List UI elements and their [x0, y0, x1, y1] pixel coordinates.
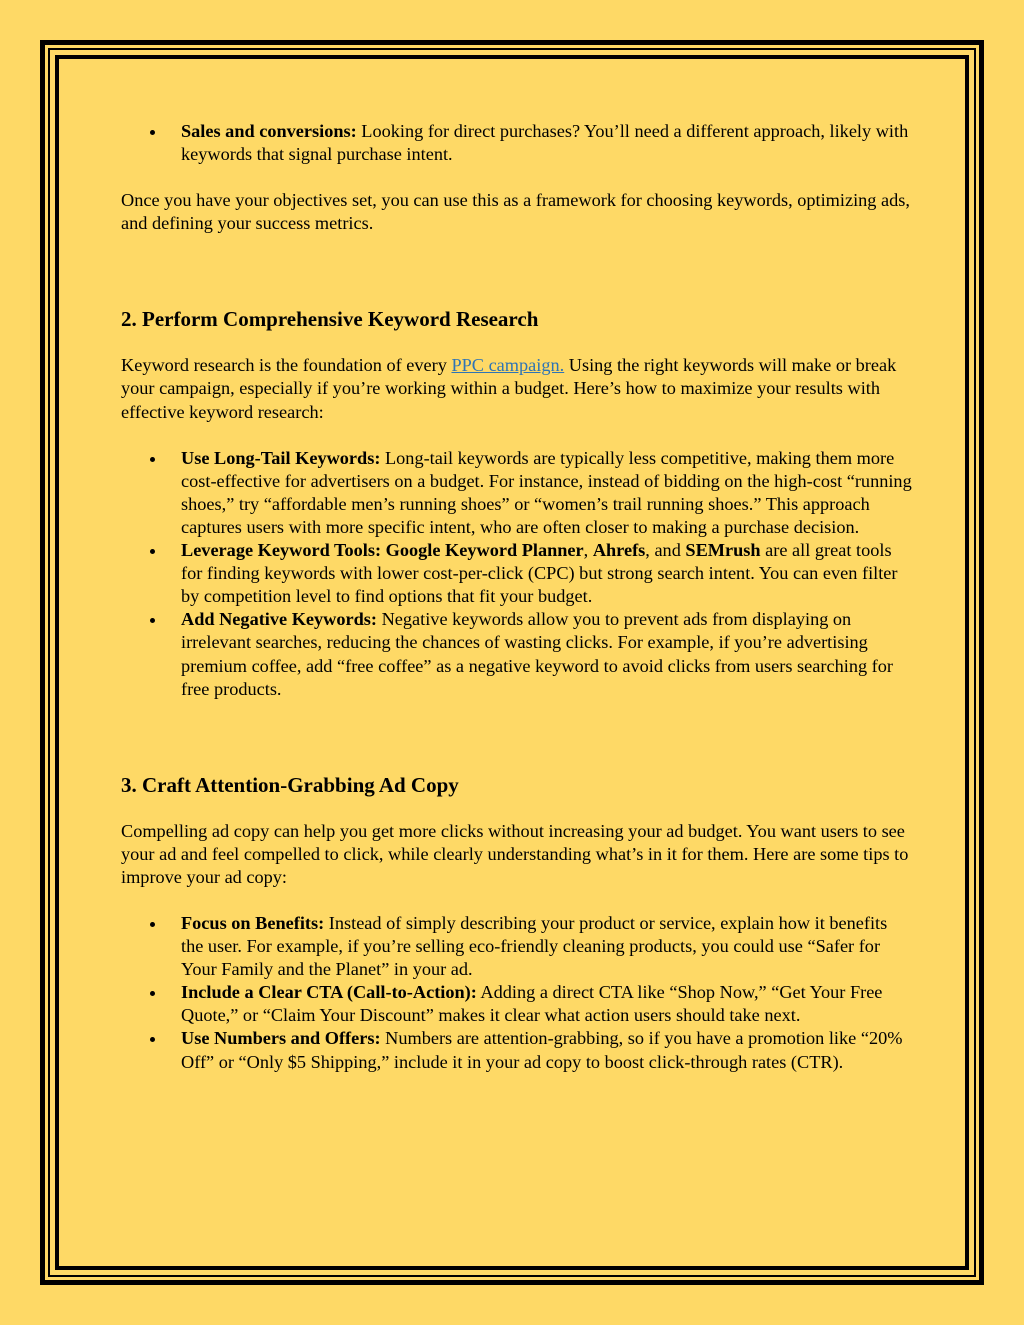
- list-item-text: are all great tools for finding keywords with lower cost-per-click (CPC) but strong search intent. You can even filter by competition level to find options that fit your budget.: [181, 540, 898, 607]
- list-item-numbers-and-offers: [181, 1027, 913, 1073]
- list-item-negative-keywords: [181, 608, 913, 700]
- tool-name-google-keyword-planner: Google Keyword Planner: [385, 540, 584, 561]
- keyword-research-paragraph: [121, 354, 913, 423]
- ppc-campaign-link[interactable]: PPC campaign.: [451, 355, 565, 376]
- list-item-clear-cta: [181, 981, 913, 1027]
- document-content: [121, 120, 913, 1074]
- list-item-long-tail-keywords: [181, 447, 913, 539]
- list-item-text: Long-tail keywords are typically less competitive, making them more cost-effective for advertisers on a budget. For instance, instead of bidding on the high-cost “running shoes,” try “affordable men’s running shoes” or “women’s trail running shoes.” This approach captures users with more specific intent, who are often closer to making a purchase decision.: [181, 447, 912, 537]
- list-item-label: Add Negative Keywords:: [181, 609, 377, 630]
- tool-name-ahrefs: Ahrefs: [592, 540, 646, 561]
- list-separator: ,: [583, 540, 593, 561]
- list-item-keyword-tools: [181, 539, 913, 608]
- tool-name-semrush: SEMrush: [685, 540, 761, 561]
- list-item-focus-on-benefits: [181, 912, 913, 981]
- list-separator: , and: [645, 540, 686, 561]
- list-item-label: Focus on Benefits:: [181, 912, 325, 933]
- paragraph-text-after-link: Using the right keywords will make or break your campaign, especially if you’re working within a budget. Here’s how to maximize your results with effective keyword research:: [121, 355, 897, 422]
- section-heading-ad-copy: 3. Craft Attention-Grabbing Ad Copy: [121, 772, 459, 797]
- list-item-label: Use Numbers and Offers:: [181, 1028, 381, 1049]
- paragraph-text-before-link: Keyword research is the foundation of every: [121, 355, 452, 376]
- list-item-text: Negative keywords allow you to prevent ads from displaying on irrelevant searches, reducing the chances of wasting clicks. For example, if you’re advertising premium coffee, add “free coffee” as a negative keyword to avoid clicks from users searching for free products.: [181, 609, 893, 699]
- ad-copy-bullet-list: [121, 912, 913, 1074]
- list-item-label: Include a Clear CTA (Call-to-Action):: [181, 982, 477, 1003]
- list-item-text: Numbers are attention-grabbing, so if you have a promotion like “20% Off” or “Only $5 Shipping,” include it in your ad copy to boost click-through rates (CTR).: [181, 1028, 903, 1072]
- list-item-text: Looking for direct purchases? You’ll need a different approach, likely with keywords that signal purchase intent.: [181, 121, 909, 165]
- keyword-research-bullet-list: [121, 447, 913, 701]
- list-item-text: Adding a direct CTA like “Shop Now,” “Get Your Free Quote,” or “Claim Your Discount” makes it clear what action users should take next.: [181, 982, 883, 1026]
- list-item-label: Sales and conversions:: [181, 121, 357, 141]
- list-item-label: Use Long-Tail Keywords:: [181, 447, 381, 468]
- intro-paragraph: Once you have your objectives set, you can use this as a framework for choosing keywords, optimizing ads, and defining your success metrics.: [121, 190, 910, 234]
- ad-copy-paragraph: Compelling ad copy can help you get more clicks without increasing your ad budget. You want users to see your ad and feel compelled to click, while clearly understanding what’s in it for them. Here are some tips to improve your ad copy:: [121, 820, 909, 887]
- list-item-text: Instead of simply describing your product or service, explain how it benefits the user. For example, if you’re selling eco-friendly cleaning products, you could use “Safer for Your Family and the Planet” in your ad.: [181, 912, 888, 980]
- intro-bullet-list: [121, 120, 913, 166]
- list-item-sales-conversions: [181, 120, 913, 166]
- section-heading-keyword-research: 2. Perform Comprehensive Keyword Research: [121, 307, 539, 332]
- list-item-label: Leverage Keyword Tools:: [181, 540, 382, 561]
